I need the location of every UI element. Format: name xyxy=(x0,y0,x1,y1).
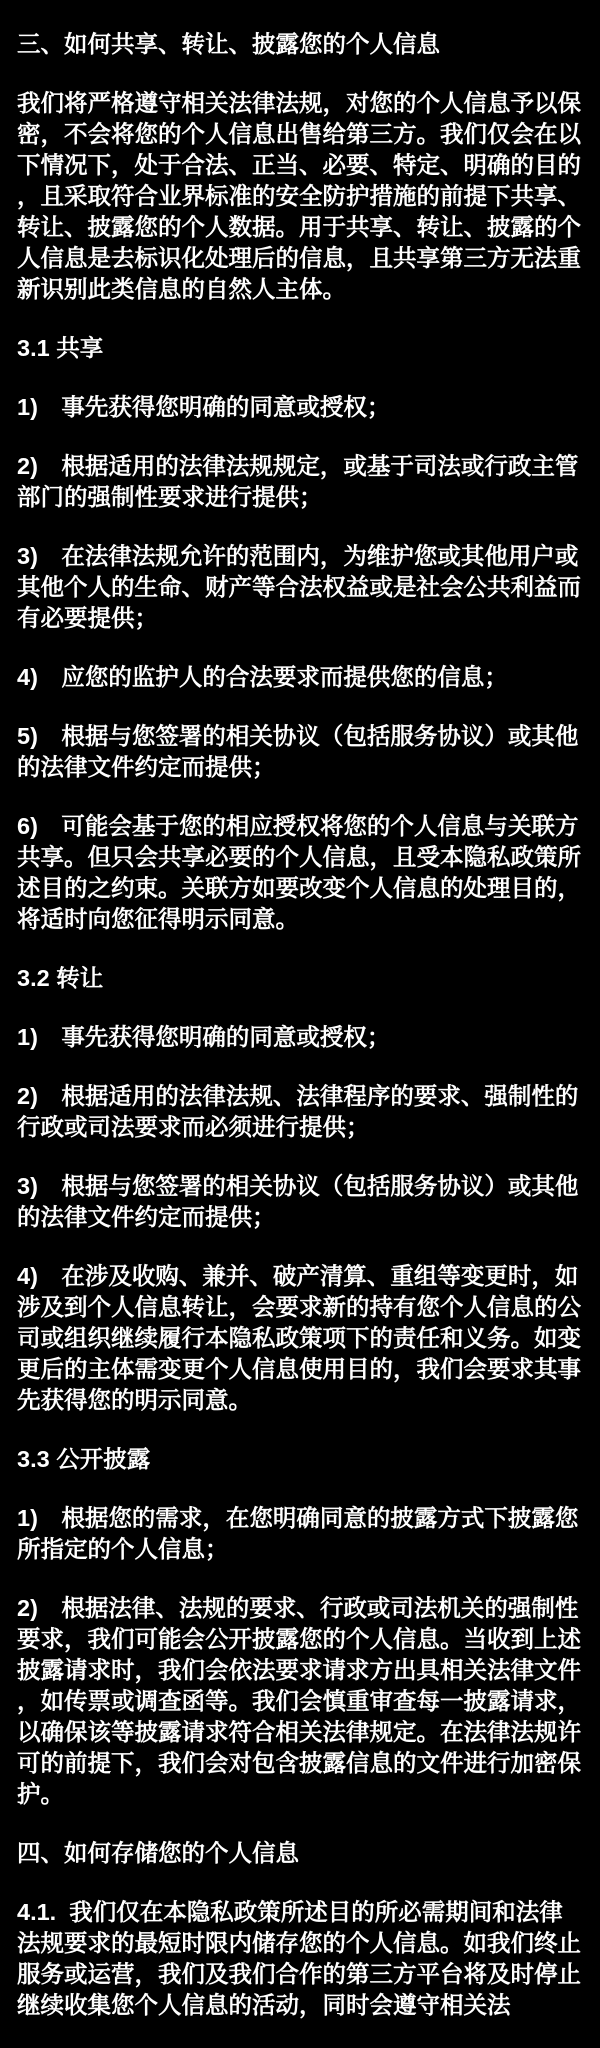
policy-paragraph: 3) 在法律法规允许的范围内，为维护您或其他用户或其他个人的生命、财产等合法权益或是社会公共利益而有必要提供； xyxy=(17,543,581,631)
subsection-heading: 3.1 共享 xyxy=(17,335,104,361)
policy-paragraph: 2) 根据适用的法律法规规定，或基于司法或行政主管部门的强制性要求进行提供； xyxy=(17,453,579,510)
policy-paragraph: 我们将严格遵守相关法律法规，对您的个人信息予以保密，不会将您的个人信息出售给第三方。我们仅会在以下情况下，处于合法、正当、必要、特定、明确的目的，且采取符合业界标准的安全防护措施的前提下共享、转让、披露您的个人数据。用于共享、转让、披露的个人信息是去标识化处理后的信息，且共享第三方无法重新识别此类信息的自然人主体。 xyxy=(17,90,581,302)
policy-paragraph: 1) 事先获得您明确的同意或授权； xyxy=(17,1024,391,1050)
policy-paragraph: 1) 根据您的需求，在您明确同意的披露方式下披露您所指定的个人信息； xyxy=(17,1505,579,1562)
policy-paragraph: 6) 可能会基于您的相应授权将您的个人信息与关联方共享。但只会共享必要的个人信息，且受本隐私政策所述目的之约束。关联方如要改变个人信息的处理目的，将适时向您征得明示同意。 xyxy=(17,813,581,932)
policy-paragraph: 4.1. 我们仅在本隐私政策所述目的所必需期间和法律法规要求的最短时限内储存您的个人信息。如我们终止服务或运营，我们及我们合作的第三方平台将及时停止继续收集您个人信息的活动，同时会遵守相关法 xyxy=(17,1899,581,2018)
section-heading: 三、如何共享、转让、披露您的个人信息 xyxy=(17,31,440,57)
section-heading: 四、如何存储您的个人信息 xyxy=(17,1840,299,1866)
privacy-policy-document xyxy=(17,29,583,2021)
policy-paragraph: 5) 根据与您签署的相关协议（包括服务协议）或其他的法律文件约定而提供； xyxy=(17,723,579,780)
policy-paragraph: 2) 根据适用的法律法规、法律程序的要求、强制性的行政或司法要求而必须进行提供； xyxy=(17,1083,579,1140)
policy-paragraph: 4) 在涉及收购、兼并、破产清算、重组等变更时，如涉及到个人信息转让，会要求新的持有您个人信息的公司或组织继续履行本隐私政策项下的责任和义务。如变更后的主体需变更个人信息使用目的，我们会要求其事先获得您的明示同意。 xyxy=(17,1263,581,1413)
policy-paragraph: 2) 根据法律、法规的要求、行政或司法机关的强制性要求，我们可能会公开披露您的个人信息。当收到上述披露请求时，我们会依法要求请求方出具相关法律文件，如传票或调查函等。我们会慎重审查每一披露请求，以确保该等披露请求符合相关法律规定。在法律法规许可的前提下，我们会对包含披露信息的文件进行加密保护。 xyxy=(17,1595,581,1807)
policy-paragraph: 4) 应您的监护人的合法要求而提供您的信息； xyxy=(17,664,508,690)
subsection-heading: 3.3 公开披露 xyxy=(17,1446,151,1472)
policy-paragraph: 3) 根据与您签署的相关协议（包括服务协议）或其他的法律文件约定而提供； xyxy=(17,1173,579,1230)
subsection-heading: 3.2 转让 xyxy=(17,965,104,991)
policy-paragraph: 1) 事先获得您明确的同意或授权； xyxy=(17,394,391,420)
